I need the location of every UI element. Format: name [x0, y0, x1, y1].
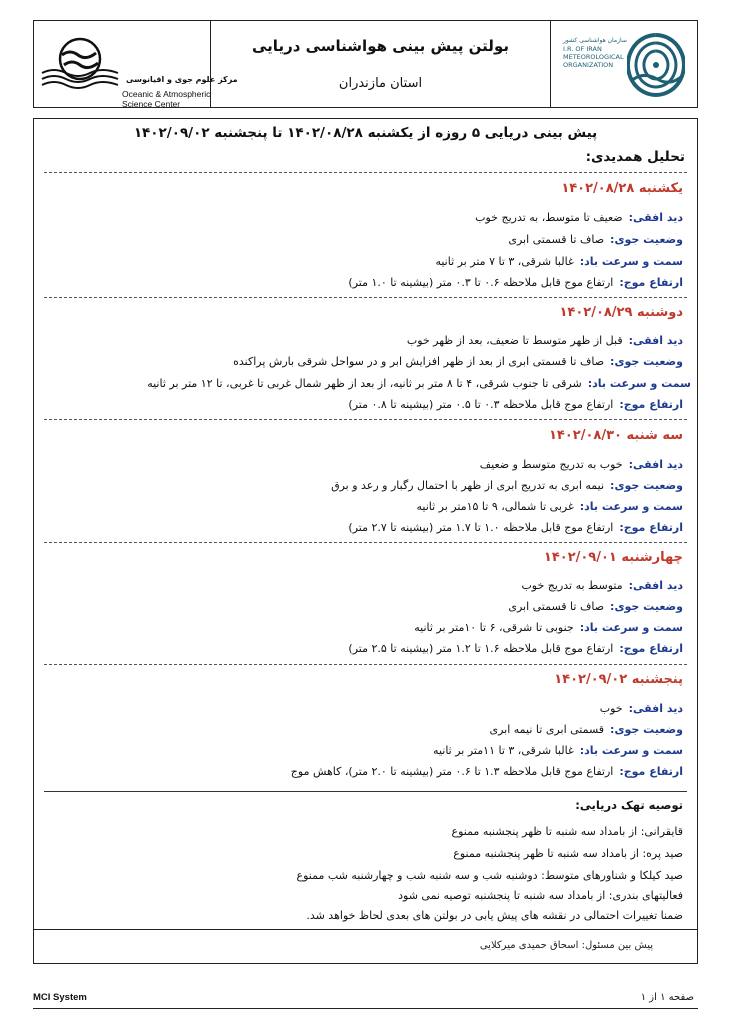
header-title-cell — [210, 21, 551, 107]
wind-value: شرقی تا جنوب شرقی، ۴ تا ۸ متر بر ثانیه، از بعد از ظهر شمال غربی تا غربی، تا ۱۲ متر بر ثانیه — [147, 377, 582, 390]
wave-row — [348, 276, 683, 289]
weather-row — [331, 479, 683, 492]
visibility-label: دید افقی: — [628, 702, 683, 715]
wind-row — [416, 500, 683, 513]
wave-row — [348, 642, 683, 655]
responsible-forecaster: پیش بین مسئول: اسحاق حمیدی میرکلایی — [479, 940, 653, 951]
forecaster-box — [33, 930, 698, 964]
wave-label: ارتفاع موج: — [619, 398, 683, 411]
irimo-en-line-3: ORGANIZATION — [563, 61, 614, 69]
irimo-name-fa: سازمان هواشناسی کشور — [563, 37, 627, 44]
visibility-row — [521, 579, 683, 592]
weather-label: وضعیت جوی: — [610, 479, 683, 492]
weather-value: صاف تا قسمتی ابری — [508, 600, 605, 613]
weather-label: وضعیت جوی: — [610, 723, 683, 736]
wave-label: ارتفاع موج: — [619, 642, 683, 655]
irimo-logo-cell — [550, 21, 697, 107]
wave-row — [348, 398, 683, 411]
day-heading-tuesday: سه شنبه ۱۴۰۲/۰۸/۳۰ — [549, 428, 683, 443]
weather-value: قسمتی ابری تا نیمه ابری — [489, 723, 605, 736]
wave-value: ارتفاع موج قابل ملاحظه ۰.۶ تا ۰.۳ متر (بیشینه تا ۱.۰ متر) — [348, 276, 614, 289]
wind-value: غربی تا شمالی، ۹ تا ۱۵متر بر ثانیه — [416, 500, 574, 513]
visibility-row — [480, 458, 683, 471]
weather-label: وضعیت جوی: — [610, 355, 683, 368]
bulletin-body — [33, 118, 698, 930]
weather-row — [233, 355, 683, 368]
irimo-emblem-icon — [627, 31, 685, 99]
visibility-value: متوسط به تدریج خوب — [521, 579, 623, 592]
visibility-row — [600, 702, 683, 715]
oasc-name-fa: مرکز علوم جوی و اقیانوسی — [126, 75, 238, 84]
weather-label: وضعیت جوی: — [610, 233, 683, 246]
wind-row — [414, 621, 683, 634]
page-footer — [33, 990, 698, 1009]
day-heading-thursday: پنجشنبه ۱۴۰۲/۰۹/۰۲ — [554, 672, 683, 687]
visibility-row — [475, 211, 683, 224]
weather-row — [508, 233, 683, 246]
advice-divider — [44, 791, 687, 792]
wave-row — [348, 521, 683, 534]
irimo-en-line-2: METEOROLOGICAL — [563, 53, 624, 61]
wave-value: ارتفاع موج قابل ملاحظه ۱.۳ تا ۰.۶ متر (بیشینه تا ۲.۰ متر)، کاهش موج — [290, 765, 614, 778]
wind-label: سمت و سرعت باد: — [579, 255, 683, 268]
weather-value: صاف تا قسمتی ابری — [508, 233, 605, 246]
weather-value: صاف تا قسمتی ابری از بعد از ظهر افزایش ابر و در سواحل شرقی بارش پراکنده — [233, 355, 605, 368]
day-heading-wednesday: چهارشنبه ۱۴۰۲/۰۹/۰۱ — [543, 550, 683, 565]
advice-line: ضمنا تغییرات احتمالی در نقشه های پیش یابی در بولتن های بعدی لحاظ خواهد شد. — [306, 909, 683, 922]
oasc-logo — [40, 29, 238, 109]
day-heading-monday: دوشنبه ۱۴۰۲/۰۸/۲۹ — [559, 305, 683, 320]
visibility-value: خوب — [599, 702, 623, 715]
oasc-logo-cell — [34, 21, 238, 109]
visibility-label: دید افقی: — [628, 334, 683, 347]
advice-line: صید پره: از بامداد سه شنبه تا ظهر پنجشنبه ممنوع — [453, 847, 683, 860]
wave-label: ارتفاع موج: — [619, 765, 683, 778]
section-divider — [44, 419, 687, 420]
wind-label: سمت و سرعت باد: — [579, 500, 683, 513]
wind-row — [147, 377, 691, 390]
wave-row — [291, 765, 683, 778]
section-divider — [44, 172, 687, 173]
wind-value: جنوبی تا شرقی، ۶ تا ۱۰متر بر ثانیه — [414, 621, 574, 634]
irimo-logo-text — [563, 37, 627, 69]
wave-label: ارتفاع موج: — [619, 276, 683, 289]
wave-value: ارتفاع موج قابل ملاحظه ۱.۰ تا ۱.۷ متر (بیشینه تا ۲.۷ متر) — [348, 521, 614, 534]
weather-value: نیمه ابری به تدریج ابری از ظهر با احتمال رگبار و رعد و برق — [331, 479, 605, 492]
weather-label: وضعیت جوی: — [610, 600, 683, 613]
weather-row — [508, 600, 683, 613]
wind-label: سمت و سرعت باد: — [579, 621, 683, 634]
visibility-label: دید افقی: — [628, 579, 683, 592]
visibility-value: ضعیف تا متوسط، به تدریج خوب — [475, 211, 623, 224]
wave-value: ارتفاع موج قابل ملاحظه ۰.۳ تا ۰.۵ متر (بیشینه تا ۰.۸ متر) — [348, 398, 614, 411]
marine-advice-title: توصیه تهک دریایی: — [575, 798, 683, 812]
system-name: MCI System — [33, 992, 87, 1003]
visibility-row — [407, 334, 683, 347]
wind-row — [433, 744, 683, 757]
bulletin-title: بولتن پیش بینی هواشناسی دریایی — [252, 37, 509, 55]
province-name: استان مازندران — [338, 76, 423, 91]
visibility-value: قبل از ظهر متوسط تا ضعیف، بعد از ظهر خوب — [406, 334, 623, 347]
synoptic-analysis-label: تحلیل همدیدی: — [585, 149, 685, 165]
advice-line: فعالیتهای بندری: از بامداد سه شنبه تا پنجشنبه توصیه نمی شود — [398, 889, 683, 902]
wind-label: سمت و سرعت باد: — [587, 377, 691, 390]
oasc-en-line-1: Oceanic & Atmospheric — [122, 89, 211, 99]
page-number: صفحه ۱ از ۱ — [640, 992, 694, 1003]
advice-line: صید کیلکا و شناورهای متوسط: دوشنبه شب و سه شنبه شب و چهارشنبه شب ممنوع — [296, 869, 683, 882]
oasc-emblem-icon — [40, 29, 120, 91]
wind-label: سمت و سرعت باد: — [579, 744, 683, 757]
forecast-period-title: پیش بینی دریایی ۵ روزه از یکشنبه ۱۴۰۲/۰۸/۲۸ تا پنجشنبه ۱۴۰۲/۰۹/۰۲ — [133, 125, 598, 141]
day-heading-sunday: یکشنبه ۱۴۰۲/۰۸/۲۸ — [561, 181, 683, 196]
advice-line: قایقرانی: از بامداد سه شنبه تا ظهر پنجشنبه ممنوع — [451, 825, 683, 838]
oasc-name-en — [122, 89, 210, 109]
wind-row — [435, 255, 683, 268]
section-divider — [44, 542, 687, 543]
wave-value: ارتفاع موج قابل ملاحظه ۱.۶ تا ۱.۲ متر (بیشینه تا ۲.۵ متر) — [348, 642, 614, 655]
wind-value: غالبا شرقی، ۳ تا ۷ متر بر ثانیه — [435, 255, 574, 268]
visibility-value: خوب به تدریج متوسط و ضعیف — [479, 458, 623, 471]
irimo-logo — [563, 27, 685, 103]
oasc-en-line-2: Science Center — [122, 99, 181, 109]
visibility-label: دید افقی: — [628, 458, 683, 471]
visibility-label: دید افقی: — [628, 211, 683, 224]
wave-label: ارتفاع موج: — [619, 521, 683, 534]
section-divider — [44, 297, 687, 298]
irimo-en-line-1: I.R. OF IRAN — [563, 45, 602, 53]
weather-row — [489, 723, 683, 736]
bulletin-header — [33, 20, 698, 108]
wind-value: غالبا شرقی، ۳ تا ۱۱متر بر ثانیه — [433, 744, 574, 757]
section-divider — [44, 664, 687, 665]
